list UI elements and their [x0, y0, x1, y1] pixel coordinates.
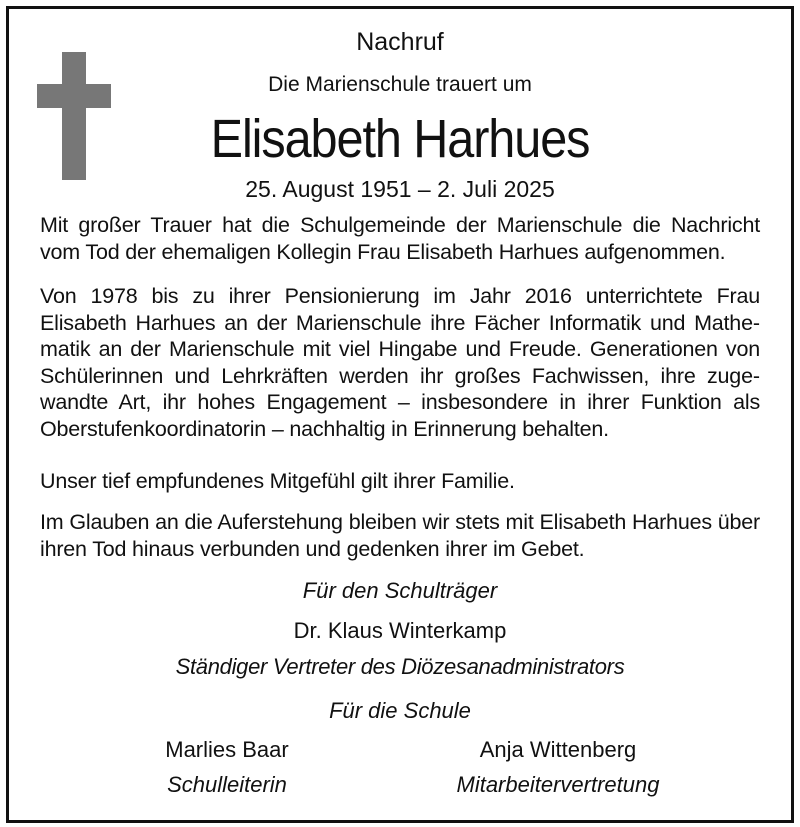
paragraph-career: Von 1978 bis zu ihrer Pensionierung im Jahr 2016 unterrichtete Frau Elisabeth Harhues an der Marienschule ihre Fächer Informatik und Mathematik an der Marienschule mit viel Hingabe und Freude. Generationen von Schülerinnen und Lehrkräften werden ihr großes Fachwissen, ihre zugewandte Art, ihr hohes Engagement – insbesondere in ihrer Funktion als Oberstufenkoordinatorin – nachhaltig in Erinnerung behalten. — [40, 284, 760, 441]
life-dates: 25. August 1951 – 2. Juli 2025 — [245, 176, 555, 202]
school-authority-label: Für den Schulträger — [302, 578, 498, 603]
paragraph-faith: Im Glauben an die Auferstehung bleiben wir stets mit Elisabeth Harhues über ihren Tod hinaus verbunden und gedenken ihrer im Gebet. — [40, 510, 760, 561]
signatory-right-name: Anja Wittenberg — [479, 737, 637, 762]
deceased-name: Elisabeth Harhues — [210, 109, 590, 169]
signatory-left-role: Schulleiterin — [167, 772, 287, 797]
notice-heading: Nachruf — [356, 28, 444, 56]
paragraph-sympathy: Unser tief empfundenes Mitgefühl gilt ihrer Familie. — [40, 469, 515, 493]
paragraph-condolence: Mit großer Trauer hat die Schulgemeinde der Marienschule die Nachricht vom Tod der ehemaligen Kollegin Frau Elisabeth Harhues aufgenommen. — [40, 213, 760, 264]
school-authority-name: Dr. Klaus Winterkamp — [293, 618, 507, 643]
notice-intro: Die Marienschule trauert um — [268, 73, 532, 96]
signatory-right-role: Mitarbeitervertretung — [456, 772, 660, 797]
signatory-left-name: Marlies Baar — [165, 737, 289, 762]
school-authority-role: Ständiger Vertreter des Diözesanadministrators — [175, 654, 625, 679]
school-label: Für die Schule — [329, 698, 471, 723]
